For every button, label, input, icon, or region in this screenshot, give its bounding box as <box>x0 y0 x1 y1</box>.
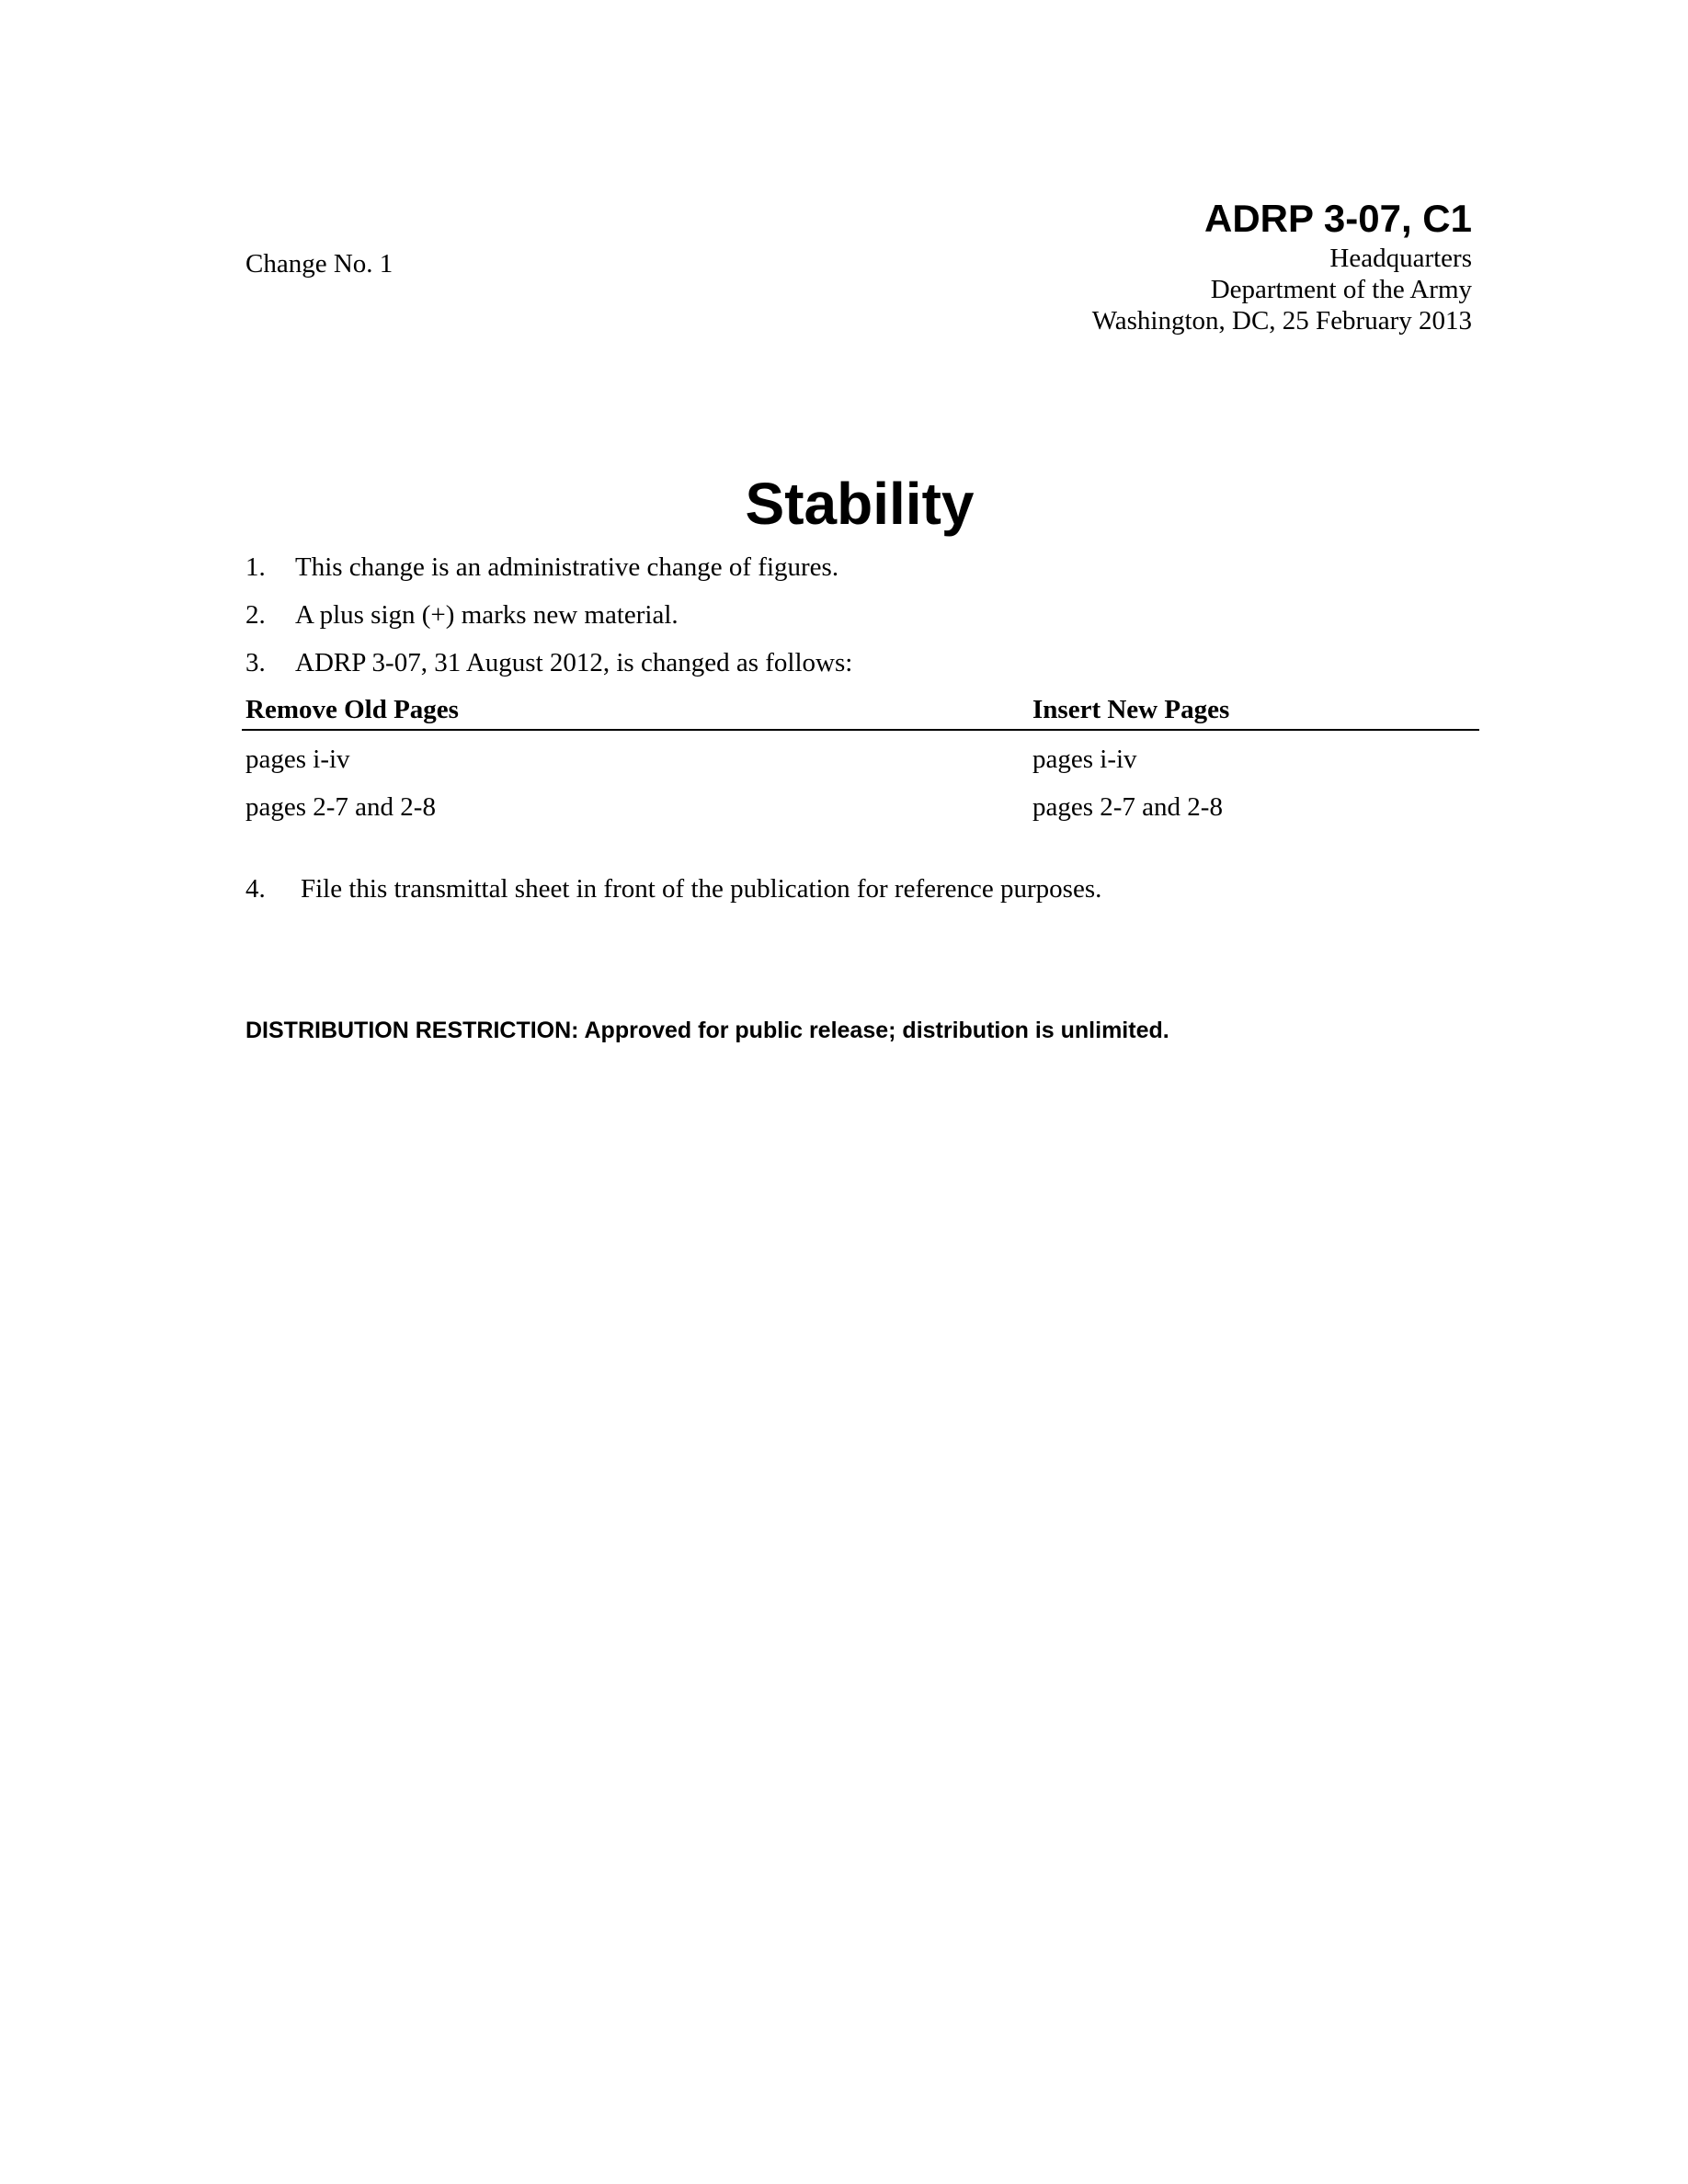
item-number: 1. <box>245 552 266 582</box>
document-title: Stability <box>745 471 975 537</box>
distribution-restriction: DISTRIBUTION RESTRICTION: Approved for public release; distribution is unlimited. <box>245 1018 1169 1043</box>
item-text: ADRP 3-07, 31 August 2012, is changed as follows: <box>295 648 853 677</box>
table-row <box>242 779 1479 826</box>
table-cell: pages i-iv <box>245 745 350 774</box>
org-line-location-date: Washington, DC, 25 February 2013 <box>1091 306 1472 336</box>
list-item <box>245 873 1101 904</box>
table-cell: pages i-iv <box>1032 745 1137 774</box>
item-text: This change is an administrative change of figures. <box>295 552 839 582</box>
document-id: ADRP 3-07, C1 <box>1203 197 1472 240</box>
list-item <box>245 647 852 678</box>
table-header <box>242 694 1479 731</box>
table-cell: pages 2-7 and 2-8 <box>1032 792 1223 822</box>
document-header <box>1092 197 1472 336</box>
item-number: 4. <box>245 874 266 904</box>
table-cell: pages 2-7 and 2-8 <box>245 792 436 822</box>
list-item <box>245 552 838 583</box>
item-text: A plus sign (+) marks new material. <box>295 600 679 630</box>
pages-table <box>242 694 1479 826</box>
org-line-headquarters: Headquarters <box>1329 244 1472 273</box>
change-number: Change No. 1 <box>245 249 393 279</box>
item-number: 3. <box>245 648 266 677</box>
org-line-department: Department of the Army <box>1210 275 1472 304</box>
header-remove-old-pages: Remove Old Pages <box>245 695 459 724</box>
item-number: 2. <box>245 600 266 630</box>
table-row <box>242 731 1479 779</box>
header-insert-new-pages: Insert New Pages <box>1032 695 1230 724</box>
item-text: File this transmittal sheet in front of the publication for reference purposes. <box>301 874 1102 904</box>
list-item <box>245 599 679 631</box>
